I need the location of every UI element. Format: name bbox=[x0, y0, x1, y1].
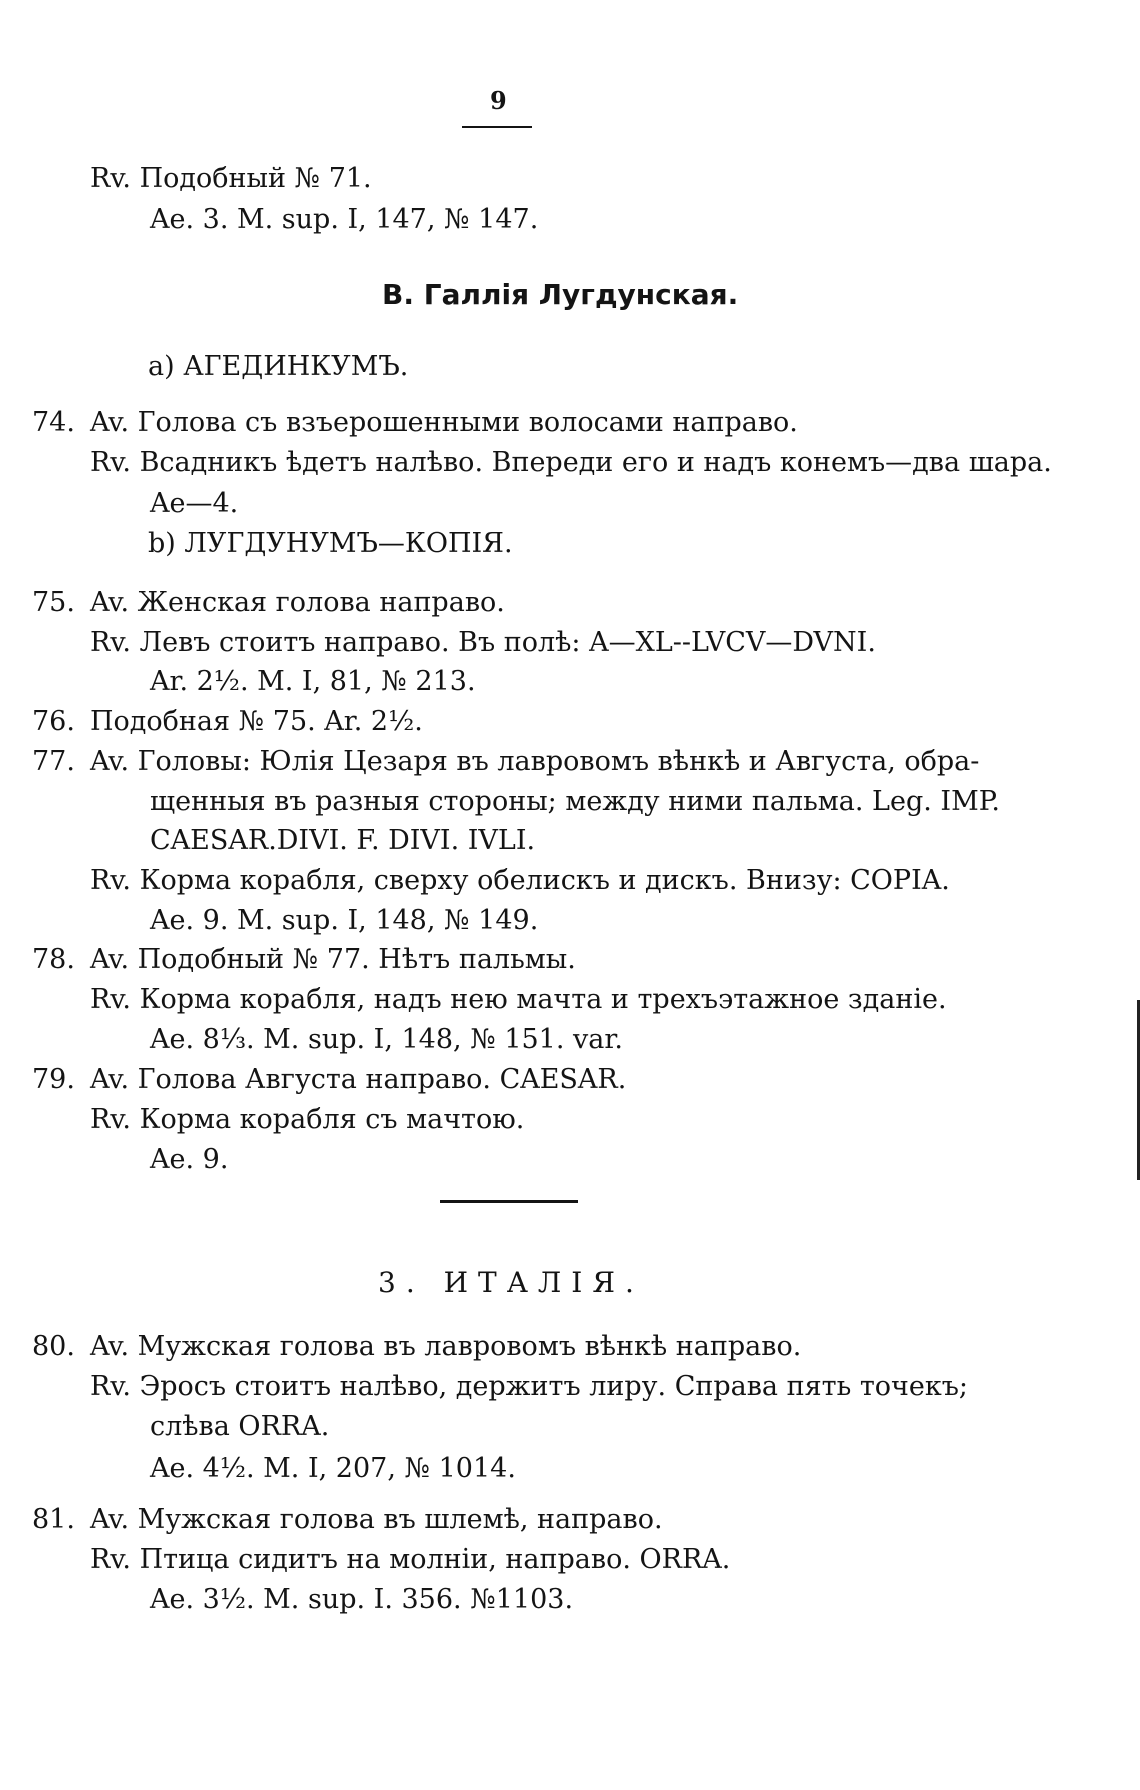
entry-text: Ar. 2½. M. I, 81, № 213. bbox=[150, 666, 476, 697]
page-number: 9 bbox=[490, 86, 507, 115]
entry-line bbox=[90, 943, 576, 977]
entry-text: CAESAR.DIVI. F. DIVI. IVLI. bbox=[150, 825, 536, 856]
rv-label: Rv. bbox=[90, 1544, 131, 1575]
entry-line bbox=[90, 626, 876, 660]
page-number-underline bbox=[462, 126, 532, 128]
entry-line bbox=[150, 1583, 573, 1617]
av-label: Av. bbox=[90, 944, 130, 975]
entry-text: Всадникъ ѣдетъ налѣво. Впереди его и надъ конемъ—два шара. bbox=[139, 447, 1052, 478]
entry-text: Ae. 9. bbox=[150, 1144, 229, 1175]
entry-line bbox=[90, 1543, 730, 1577]
entry-line bbox=[90, 1503, 663, 1537]
rv-label: Rv. bbox=[90, 984, 131, 1015]
entry-text: Мужская голова въ шлемѣ, направо. bbox=[137, 1504, 663, 1535]
entry-text: Ae. 4½. M. I, 207, № 1014. bbox=[150, 1453, 516, 1484]
rv-label: Rv. bbox=[90, 1371, 131, 1402]
section-divider bbox=[440, 1200, 578, 1203]
entry-number: 74. bbox=[32, 407, 75, 438]
av-label: Av. bbox=[90, 746, 130, 777]
entry-text: Головы: Юлія Цезаря въ лавровомъ вѣнкѣ и Августа, обра- bbox=[137, 746, 980, 777]
entry-text: Голова Августа направо. CAESAR. bbox=[137, 1064, 627, 1095]
entry-line bbox=[150, 665, 476, 699]
entry-line bbox=[90, 1103, 524, 1137]
entry-line bbox=[150, 1143, 228, 1177]
entry-text: Корма корабля съ мачтою. bbox=[139, 1104, 525, 1135]
entry-line bbox=[90, 983, 947, 1017]
entry-text: Левъ стоитъ направо. Въ полѣ: A—XL--LVCV—DVNI. bbox=[139, 627, 876, 658]
entry-text: Птица сидитъ на молніи, направо. ORRA. bbox=[139, 1544, 731, 1575]
section-3-title: 3. ИТАЛІЯ. bbox=[378, 1266, 644, 1299]
entry-number: 77. bbox=[32, 746, 75, 777]
rv-label: Rv. bbox=[90, 627, 131, 658]
entry-line bbox=[90, 1330, 801, 1364]
entry-text: Ae. 8⅓. M. sup. I, 148, № 151. var. bbox=[150, 1024, 623, 1055]
entry-text: щенныя въ разныя стороны; между ними пальма. Leg. IMP. bbox=[150, 786, 1000, 817]
entry-line bbox=[90, 745, 979, 779]
entry-line bbox=[150, 904, 538, 938]
rv-label: Rv. bbox=[90, 1104, 131, 1135]
entry-line bbox=[90, 705, 423, 739]
entry-number: 79. bbox=[32, 1064, 75, 1095]
entry-text: Мужская голова въ лавровомъ вѣнкѣ направо. bbox=[137, 1331, 802, 1362]
entry-text: слѣва ORRA. bbox=[150, 1411, 330, 1442]
entry-number: 81. bbox=[32, 1504, 75, 1535]
entry-text: Эросъ стоитъ налѣво, держитъ лиру. Справа пять точекъ; bbox=[139, 1371, 969, 1402]
av-label: Av. bbox=[90, 1064, 130, 1095]
entry-line bbox=[90, 1370, 968, 1404]
entry-text: Голова съ взъерошенными волосами направо. bbox=[137, 407, 798, 438]
entry-line bbox=[150, 487, 238, 521]
intro-rv-line bbox=[90, 162, 372, 196]
entry-line bbox=[150, 1410, 329, 1444]
av-label: Av. bbox=[90, 587, 130, 618]
entry-number: 80. bbox=[32, 1331, 75, 1362]
rv-label: Rv. bbox=[90, 163, 131, 194]
section-b-title: B. Галлія Лугдунская. bbox=[382, 278, 739, 311]
entry-text: Ae. 3½. M. sup. I. 356. №1103. bbox=[150, 1584, 574, 1615]
entry-text: Женская голова направо. bbox=[137, 587, 505, 618]
entry-number: 78. bbox=[32, 944, 75, 975]
entry-text: Корма корабля, надъ нею мачта и трехъэтажное зданіе. bbox=[139, 984, 947, 1015]
entry-line bbox=[150, 785, 1000, 819]
subsection-b-title: b) ЛУГДУНУМЪ—КОПІЯ. bbox=[148, 528, 513, 559]
entry-text: Корма корабля, сверху обелискъ и дискъ. Внизу: COPIA. bbox=[139, 865, 950, 896]
entry-line bbox=[150, 824, 535, 858]
entry-text: Ae. 9. M. sup. I, 148, № 149. bbox=[150, 905, 539, 936]
entry-line bbox=[150, 1023, 623, 1057]
entry-text: Подобная № 75. Ar. 2½. bbox=[90, 706, 423, 737]
entry-line bbox=[150, 1452, 516, 1486]
rv-text: Подобный № 71. bbox=[139, 163, 372, 194]
av-label: Av. bbox=[90, 407, 130, 438]
subsection-a-title: a) АГЕДИНКУМЪ. bbox=[148, 351, 409, 382]
entry-line bbox=[90, 586, 505, 620]
rv-label: Rv. bbox=[90, 865, 131, 896]
entry-number: 75. bbox=[32, 587, 75, 618]
entry-number: 76. bbox=[32, 706, 75, 737]
entry-line bbox=[90, 446, 1052, 480]
entry-line bbox=[90, 406, 798, 440]
intro-ref-line: Ae. 3. M. sup. I, 147, № 147. bbox=[150, 204, 539, 235]
av-label: Av. bbox=[90, 1504, 130, 1535]
entry-line bbox=[90, 864, 950, 898]
entry-line bbox=[90, 1063, 626, 1097]
entry-text: Подобный № 77. Нѣтъ пальмы. bbox=[137, 944, 576, 975]
rv-label: Rv. bbox=[90, 447, 131, 478]
entry-text: Ae—4. bbox=[150, 488, 239, 519]
av-label: Av. bbox=[90, 1331, 130, 1362]
